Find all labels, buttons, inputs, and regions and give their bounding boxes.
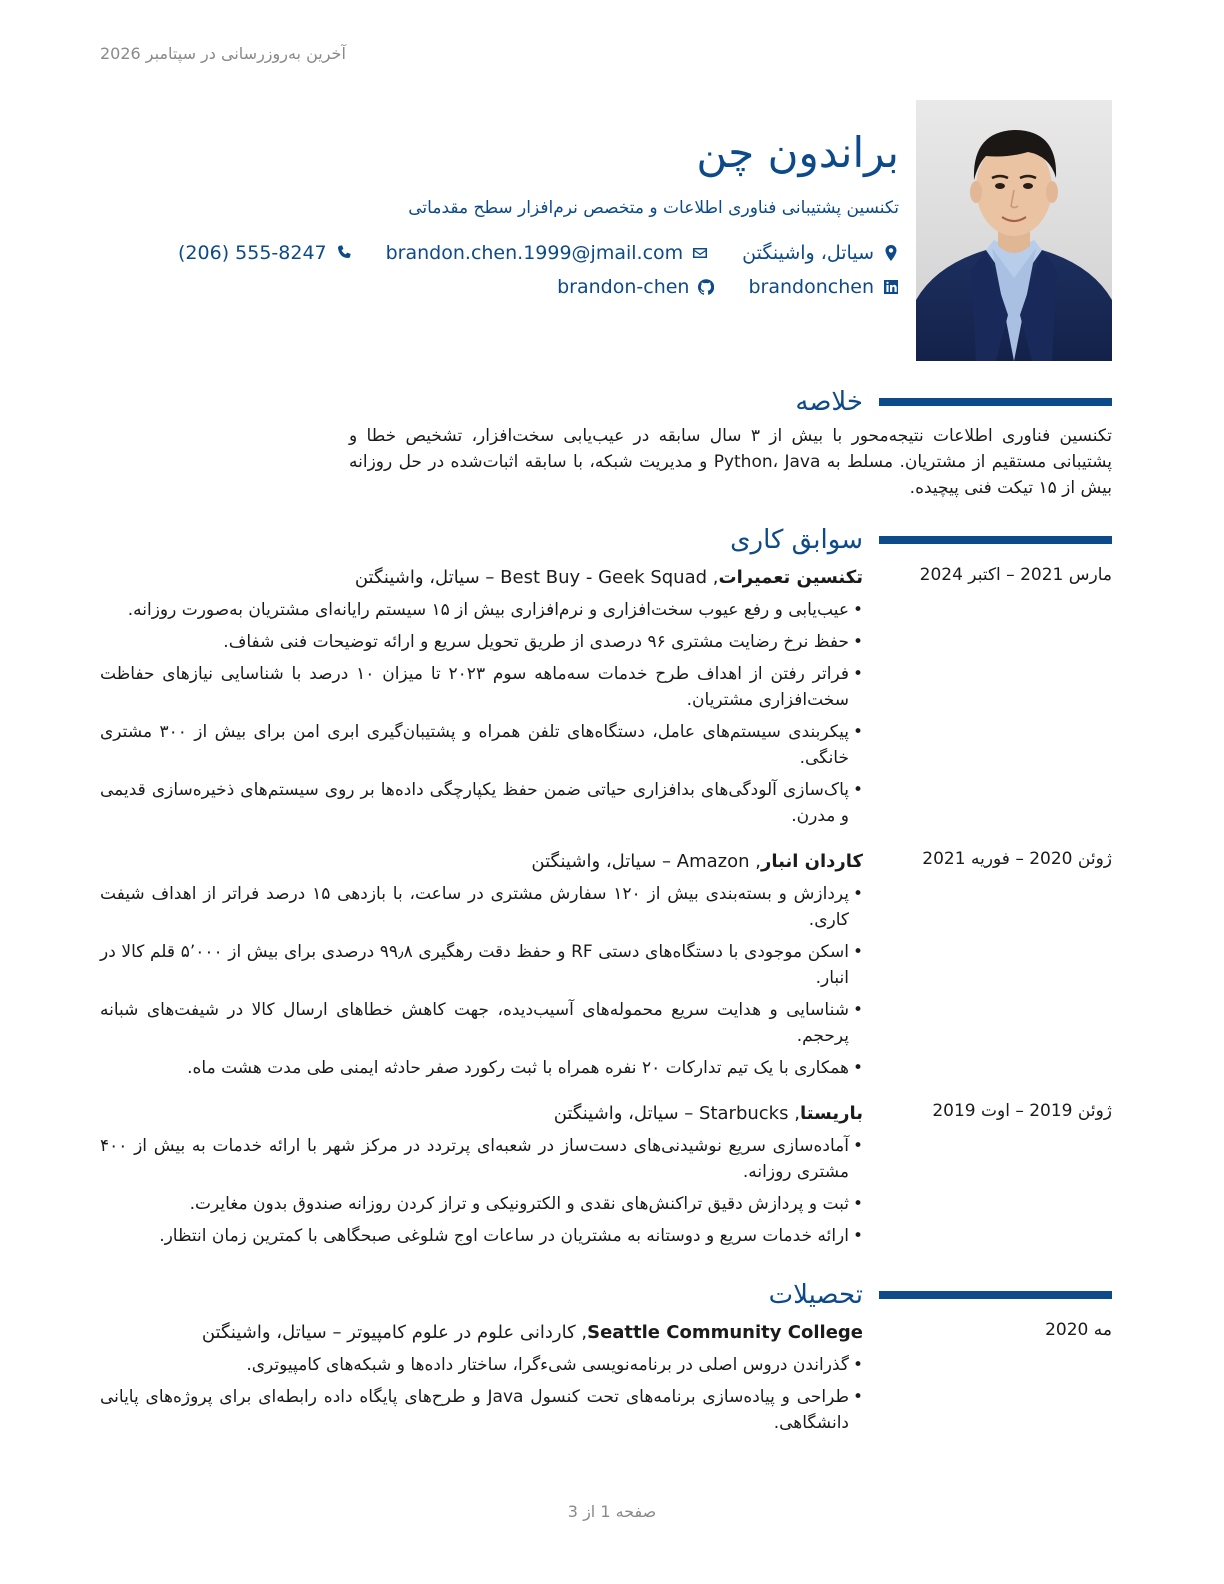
job-org: Amazon — [676, 851, 750, 872]
summary-section — [100, 385, 1112, 501]
education-section — [100, 1278, 1112, 1442]
phone-contact[interactable] — [178, 242, 352, 264]
education-heading: تحصیلات — [768, 1280, 863, 1310]
candidate-title: تکنسین پشتیبانی فناوری اطلاعات و متخصص نرم‌افزار سطح مقدماتی — [408, 198, 899, 219]
job-bullet: • فراتر رفتن از اهداف طرح خدمات سه‌ماهه سوم ۲۰۲۳ تا میزان ۱۰ درصد با شناسایی نیازهای حفاظت سخت‌افزاری مشتریان. — [100, 661, 863, 713]
job-bullet: • شناسایی و هدایت سریع محموله‌های آسیب‌دیده، جهت کاهش خطاهای ارسال کالا در شیفت‌های شبانه پرحجم. — [100, 997, 863, 1049]
experience-section — [100, 523, 1112, 1255]
phone-icon — [336, 245, 352, 261]
experience-heading: سوابق کاری — [730, 525, 863, 555]
job-header: کاردان انبار, Amazon – سیاتل، واشینگتن — [531, 851, 863, 872]
job-dates: مارس 2021 – اکتبر 2024 — [919, 565, 1112, 585]
location-text: سیاتل، واشینگتن — [742, 242, 874, 265]
job-bullets — [100, 881, 863, 1081]
resume-header — [99, 128, 899, 310]
job-role: باریستا — [799, 1103, 863, 1124]
education-dates: مه 2020 — [1045, 1320, 1112, 1340]
phone-number[interactable]: (206) 555-8247 — [178, 242, 327, 265]
page-number: صفحه 1 از 3 — [567, 1502, 657, 1521]
job-role: تکنسین تعمیرات — [718, 567, 863, 588]
job-bullet: • عیب‌یابی و رفع عیوب سخت‌افزاری و نرم‌افزاری بیش از ۱۵ سیستم رایانه‌ای مشتریان به‌صورت روزانه. — [100, 597, 863, 623]
job-org: Starbucks — [699, 1103, 789, 1124]
candidate-name: براندون چن — [696, 128, 899, 177]
job-bullet: • پردازش و بسته‌بندی بیش از ۱۲۰ سفارش مشتری در ساعت، با بازدهی ۱۵ درصد فراتر از اهداف شیفت کاری. — [100, 881, 863, 933]
job-entry — [100, 849, 1112, 1081]
github-contact[interactable] — [557, 276, 714, 298]
education-bullet: • گذراندن دروس اصلی در برنامه‌نویسی شیءگرا، ساختار داده‌ها و شبکه‌های کامپیوتری. — [100, 1352, 863, 1378]
email-link[interactable]: brandon.chen.1999@jmail.com — [385, 242, 684, 265]
job-entry — [100, 565, 1112, 829]
location-pin-icon — [883, 245, 899, 261]
job-bullet: • اسکن موجودی با دستگاه‌های دستی RF و حفظ دقت رهگیری ۹۹٫۸ درصدی برای بیش از ۵٬۰۰۰ قلم کالا در انبار. — [100, 939, 863, 991]
job-bullets — [100, 597, 863, 829]
education-entry — [100, 1320, 1112, 1436]
education-bullet: • طراحی و پیاده‌سازی برنامه‌های تحت کنسول Java و طرح‌های پایگاه داده رابطه‌ای برای پروژه‌های پایانی دانشگاهی. — [100, 1384, 863, 1436]
job-role: کاردان انبار — [760, 851, 863, 872]
job-bullet: • آماده‌سازی سریع نوشیدنی‌های دست‌ساز در شعبه‌ای پرتردد در مرکز شهر با ارائه خدمات به بیش از ۴۰۰ مشتری روزانه. — [100, 1133, 863, 1185]
job-location: سیاتل، واشینگتن — [354, 567, 480, 588]
summary-heading: خلاصه — [795, 387, 863, 417]
linkedin-handle[interactable]: brandonchen — [748, 276, 874, 299]
last-updated: آخرین به‌روزرسانی در سپتامبر 2026 — [100, 44, 346, 63]
section-rule — [879, 1291, 1112, 1299]
school-name: Seattle Community College — [587, 1322, 863, 1343]
job-dates: ژوئن 2020 – فوریه 2021 — [922, 849, 1112, 869]
school-location: سیاتل، واشینگتن — [201, 1322, 327, 1343]
section-rule — [879, 398, 1112, 406]
job-bullet: • همکاری با یک تیم تدارکات ۲۰ نفره همراه با ثبت رکورد صفر حادثه ایمنی طی مدت هشت ماه. — [100, 1055, 863, 1081]
job-location: سیاتل، واشینگتن — [531, 851, 657, 872]
contact-info — [99, 242, 899, 298]
job-dates: ژوئن 2019 – اوت 2019 — [932, 1101, 1112, 1121]
envelope-icon — [692, 245, 708, 261]
section-rule — [879, 536, 1112, 544]
email-contact[interactable] — [386, 242, 709, 264]
linkedin-icon — [883, 279, 899, 295]
degree-name: کاردانی علوم در علوم کامپیوتر — [347, 1322, 576, 1343]
job-bullet: • پاک‌سازی آلودگی‌های بدافزاری حیاتی ضمن حفظ یکپارچگی داده‌ها بر روی سیستم‌های ذخیره‌سازی قدیمی و مدرن. — [100, 777, 863, 829]
job-bullet: • ارائه خدمات سریع و دوستانه به مشتریان در ساعات اوج شلوغی صبحگاهی با کمترین زمان انتظار. — [100, 1223, 863, 1249]
github-handle[interactable]: brandon-chen — [557, 276, 690, 299]
job-bullet: • حفظ نرخ رضایت مشتری ۹۶ درصدی از طریق تحویل سریع و ارائه توضیحات فنی شفاف. — [100, 629, 863, 655]
job-org: Best Buy - Geek Squad — [500, 567, 708, 588]
location-contact — [742, 242, 899, 264]
job-location: سیاتل، واشینگتن — [553, 1103, 679, 1124]
job-header: باریستا, Starbucks – سیاتل، واشینگتن — [553, 1103, 863, 1124]
job-bullet: • ثبت و پردازش دقیق تراکنش‌های نقدی و الکترونیکی و تراز کردن روزانه صندوق بدون مغایرت. — [100, 1191, 863, 1217]
job-bullets — [100, 1133, 863, 1249]
job-bullet: • پیکربندی سیستم‌های عامل، دستگاه‌های تلفن همراه و پشتیبان‌گیری ابری امن برای بیش از ۳۰۰ مشتری خانگی. — [100, 719, 863, 771]
education-header: Seattle Community College, کاردانی علوم در علوم کامپیوتر – سیاتل، واشینگتن — [201, 1322, 863, 1343]
github-icon — [698, 279, 714, 295]
profile-photo — [916, 100, 1112, 361]
job-entry — [100, 1101, 1112, 1249]
education-bullets — [100, 1352, 863, 1436]
linkedin-contact[interactable] — [748, 276, 899, 298]
summary-text: تکنسین فناوری اطلاعات نتیجه‌محور با بیش از ۳ سال سابقه در عیب‌یابی سخت‌افزار، تشخیص خطا و پشتیبانی مستقیم از مشتریان. مسلط به Python، Java و مدیریت شبکه، با سابقه اثبات‌شده در حل روزانه بیش از ۱۵ تیکت فنی پیچیده. — [349, 426, 1112, 498]
job-header: تکنسین تعمیرات, Best Buy - Geek Squad – سیاتل، واشینگتن — [354, 567, 863, 588]
